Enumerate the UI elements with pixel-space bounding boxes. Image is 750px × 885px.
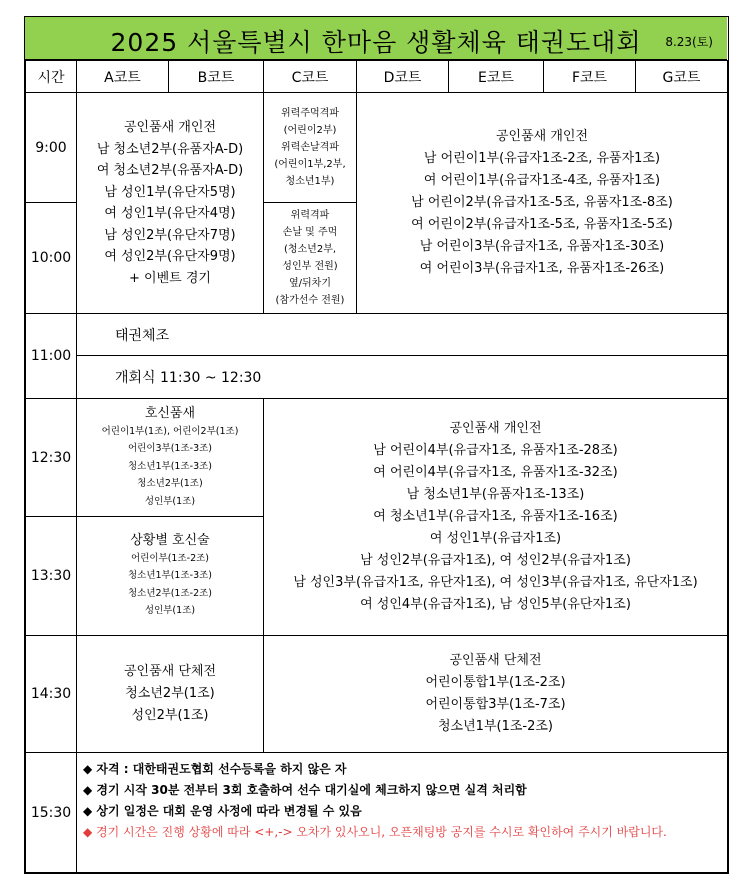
text-line: 호신품새 [144, 406, 196, 421]
time-1430: 14:30 [26, 636, 77, 753]
row-1230 [26, 399, 728, 517]
text-line: 여 청소년1부(유급자1조, 유품자1조-16조) [373, 509, 618, 524]
block4-ab-cell [77, 636, 264, 753]
text-line: 청소년2부(1조) [137, 478, 203, 489]
text-line: 청소년1부) [285, 176, 335, 187]
note-line: ◆ 경기 시작 30분 전부터 3회 호출하여 선수 대기실에 체크하지 않으면 실격 처리함 [83, 783, 527, 797]
text-line: 위력주먹격파 [281, 108, 339, 119]
text-line: 성인부(1조) [144, 495, 196, 507]
text-line: 남 청소년1부(유품자1조-13조) [406, 487, 585, 502]
time-0900: 9:00 [26, 93, 77, 203]
header-court-d: D코트 [357, 61, 449, 93]
notes-cell [77, 753, 728, 873]
block1-ab-cell [77, 93, 264, 314]
text-line: 공인품새 개인전 [495, 129, 589, 144]
text-line: 성인부 전원) [282, 261, 338, 272]
text-line: 위력격파 [290, 210, 330, 221]
block1-c-top-cell [264, 93, 357, 203]
text-line: 여 어린이1부(유급자1조-4조, 유품자1조) [423, 173, 661, 188]
text-line: 남 어린이1부(유급자1조-2조, 유품자1조) [423, 151, 661, 166]
header-court-c: C코트 [264, 61, 357, 93]
text-line: 어린이통합1부(1조-2조) [425, 675, 566, 690]
text-line: 남 성인3부(유급자1조, 유단자1조), 여 성인3부(유급자1조, 유단자1조) [293, 575, 698, 590]
time-1100: 11:00 [26, 314, 77, 399]
block3-ab-bottom-cell [77, 517, 264, 636]
text-line: 어린이3부(1조-3조) [127, 443, 213, 454]
note-line: ◆ 자격 : 대한태권도협회 선수등록을 하지 않은 자 [83, 762, 347, 776]
text-line: 청소년2부(1조-2조) [127, 587, 213, 599]
text-line: 청소년1부(1조-2조) [438, 719, 553, 734]
text-line: (어린이1부,2부, [274, 159, 346, 170]
text-line: + 이벤트 경기 [129, 270, 211, 286]
header-court-f: F코트 [544, 61, 636, 93]
text-line: (청소년2부, [283, 244, 337, 255]
text-line: 공인품새 개인전 [123, 120, 217, 135]
text-line: 남 성인1부(유단자5명) [104, 184, 236, 200]
schedule-sheet [24, 16, 729, 874]
block3-cg-cell [264, 399, 728, 636]
text-line: 남 어린이4부(유급자1조, 유품자1조-28조) [373, 443, 618, 458]
block4-cg-cell [264, 636, 728, 753]
time-1000: 10:00 [26, 203, 77, 314]
text-line: 어린이부(1조-2조) [131, 552, 209, 564]
header-court-a: A코트 [77, 61, 169, 93]
text-line: 여 성인1부(유단자4명) [104, 206, 236, 221]
text-line: 청소년1부(1조-3조) [127, 570, 213, 582]
time-1230: 12:30 [26, 399, 77, 517]
title-bar [25, 17, 727, 60]
text-line: (참가선수 전원) [275, 295, 345, 306]
text-line: 공인품새 단체전 [123, 664, 217, 679]
text-line: 상황별 호신술 [130, 533, 210, 549]
row-1100-a [26, 314, 728, 356]
block1-c-bottom-cell [264, 203, 357, 314]
text-line: 남 성인2부(유단자7명) [104, 227, 236, 243]
page-title: 2025 서울특별시 한마음 생활체육 태권도대회 [110, 28, 642, 57]
text-line: 남 청소년2부(유품자A-D) [96, 141, 244, 157]
header-court-g: G코트 [636, 61, 728, 93]
text-line: 여 청소년2부(유품자A-D) [96, 163, 244, 178]
block1-dg-cell [357, 93, 728, 314]
text-line: 여 성인1부(유급자1조) [429, 531, 562, 546]
taekwon-aerobics-cell: 태권체조 [77, 314, 728, 356]
header-court-e: E코트 [449, 61, 544, 93]
text-line: 성인2부(1조) [131, 708, 209, 723]
text-line: 여 어린이4부(유급자1조, 유품자1조-32조) [373, 465, 618, 480]
text-line: 청소년2부(1조) [125, 686, 215, 701]
text-line: 옆/뒤차기 [288, 278, 331, 289]
text-line: 공인품새 개인전 [449, 421, 542, 436]
text-line: (어린이2부) [283, 125, 337, 136]
schedule-table [25, 60, 728, 873]
row-1100-b [26, 356, 728, 399]
text-line: 어린이1부(1조), 어린이2부(1조) [101, 425, 239, 437]
text-line: 성인부(1조) [144, 605, 196, 617]
text-line: 남 어린이2부(유급자1조-5조, 유품자1조-8조) [411, 195, 673, 210]
text-line: 여 성인2부(유단자9명) [104, 249, 236, 264]
text-line: 위력손날격파 [281, 142, 339, 153]
text-line: 청소년1부(1조-3조) [127, 460, 213, 472]
warning-note: ◆ 경기 시간은 진행 상황에 따라 <+,-> 오차가 있사오니, 오픈채팅방 공지를 수시로 확인하여 주시기 바랍니다. [83, 825, 667, 839]
header-time: 시간 [26, 61, 77, 93]
note-line: ◆ 상기 일정은 대회 운영 사정에 따라 변경될 수 있음 [83, 804, 362, 818]
text-line: 남 성인2부(유급자1조), 여 성인2부(유급자1조) [360, 553, 631, 568]
text-line: 여 성인4부(유급자1조), 남 성인5부(유단자1조) [360, 597, 631, 612]
text-line: 공인품새 단체전 [449, 653, 542, 668]
event-date: 8.23(토) [665, 35, 713, 49]
time-1330: 13:30 [26, 517, 77, 636]
row-0900 [26, 93, 728, 203]
block3-ab-top-cell [77, 399, 264, 517]
text-line: 손날 및 주먹 [282, 227, 338, 238]
header-row [26, 61, 728, 93]
time-1530: 15:30 [26, 753, 77, 873]
opening-ceremony-cell: 개회식 11:30 ~ 12:30 [77, 356, 728, 399]
row-1430 [26, 636, 728, 753]
text-line: 여 어린이3부(유급자1조, 유품자1조-26조) [419, 261, 665, 276]
text-line: 어린이통합3부(1조-7조) [425, 697, 566, 712]
text-line: 여 어린이2부(유급자1조-5조, 유품자1조-5조) [411, 217, 673, 232]
row-1530 [26, 753, 728, 873]
header-court-b: B코트 [169, 61, 264, 93]
text-line: 남 어린이3부(유급자1조, 유품자1조-30조) [419, 239, 665, 254]
